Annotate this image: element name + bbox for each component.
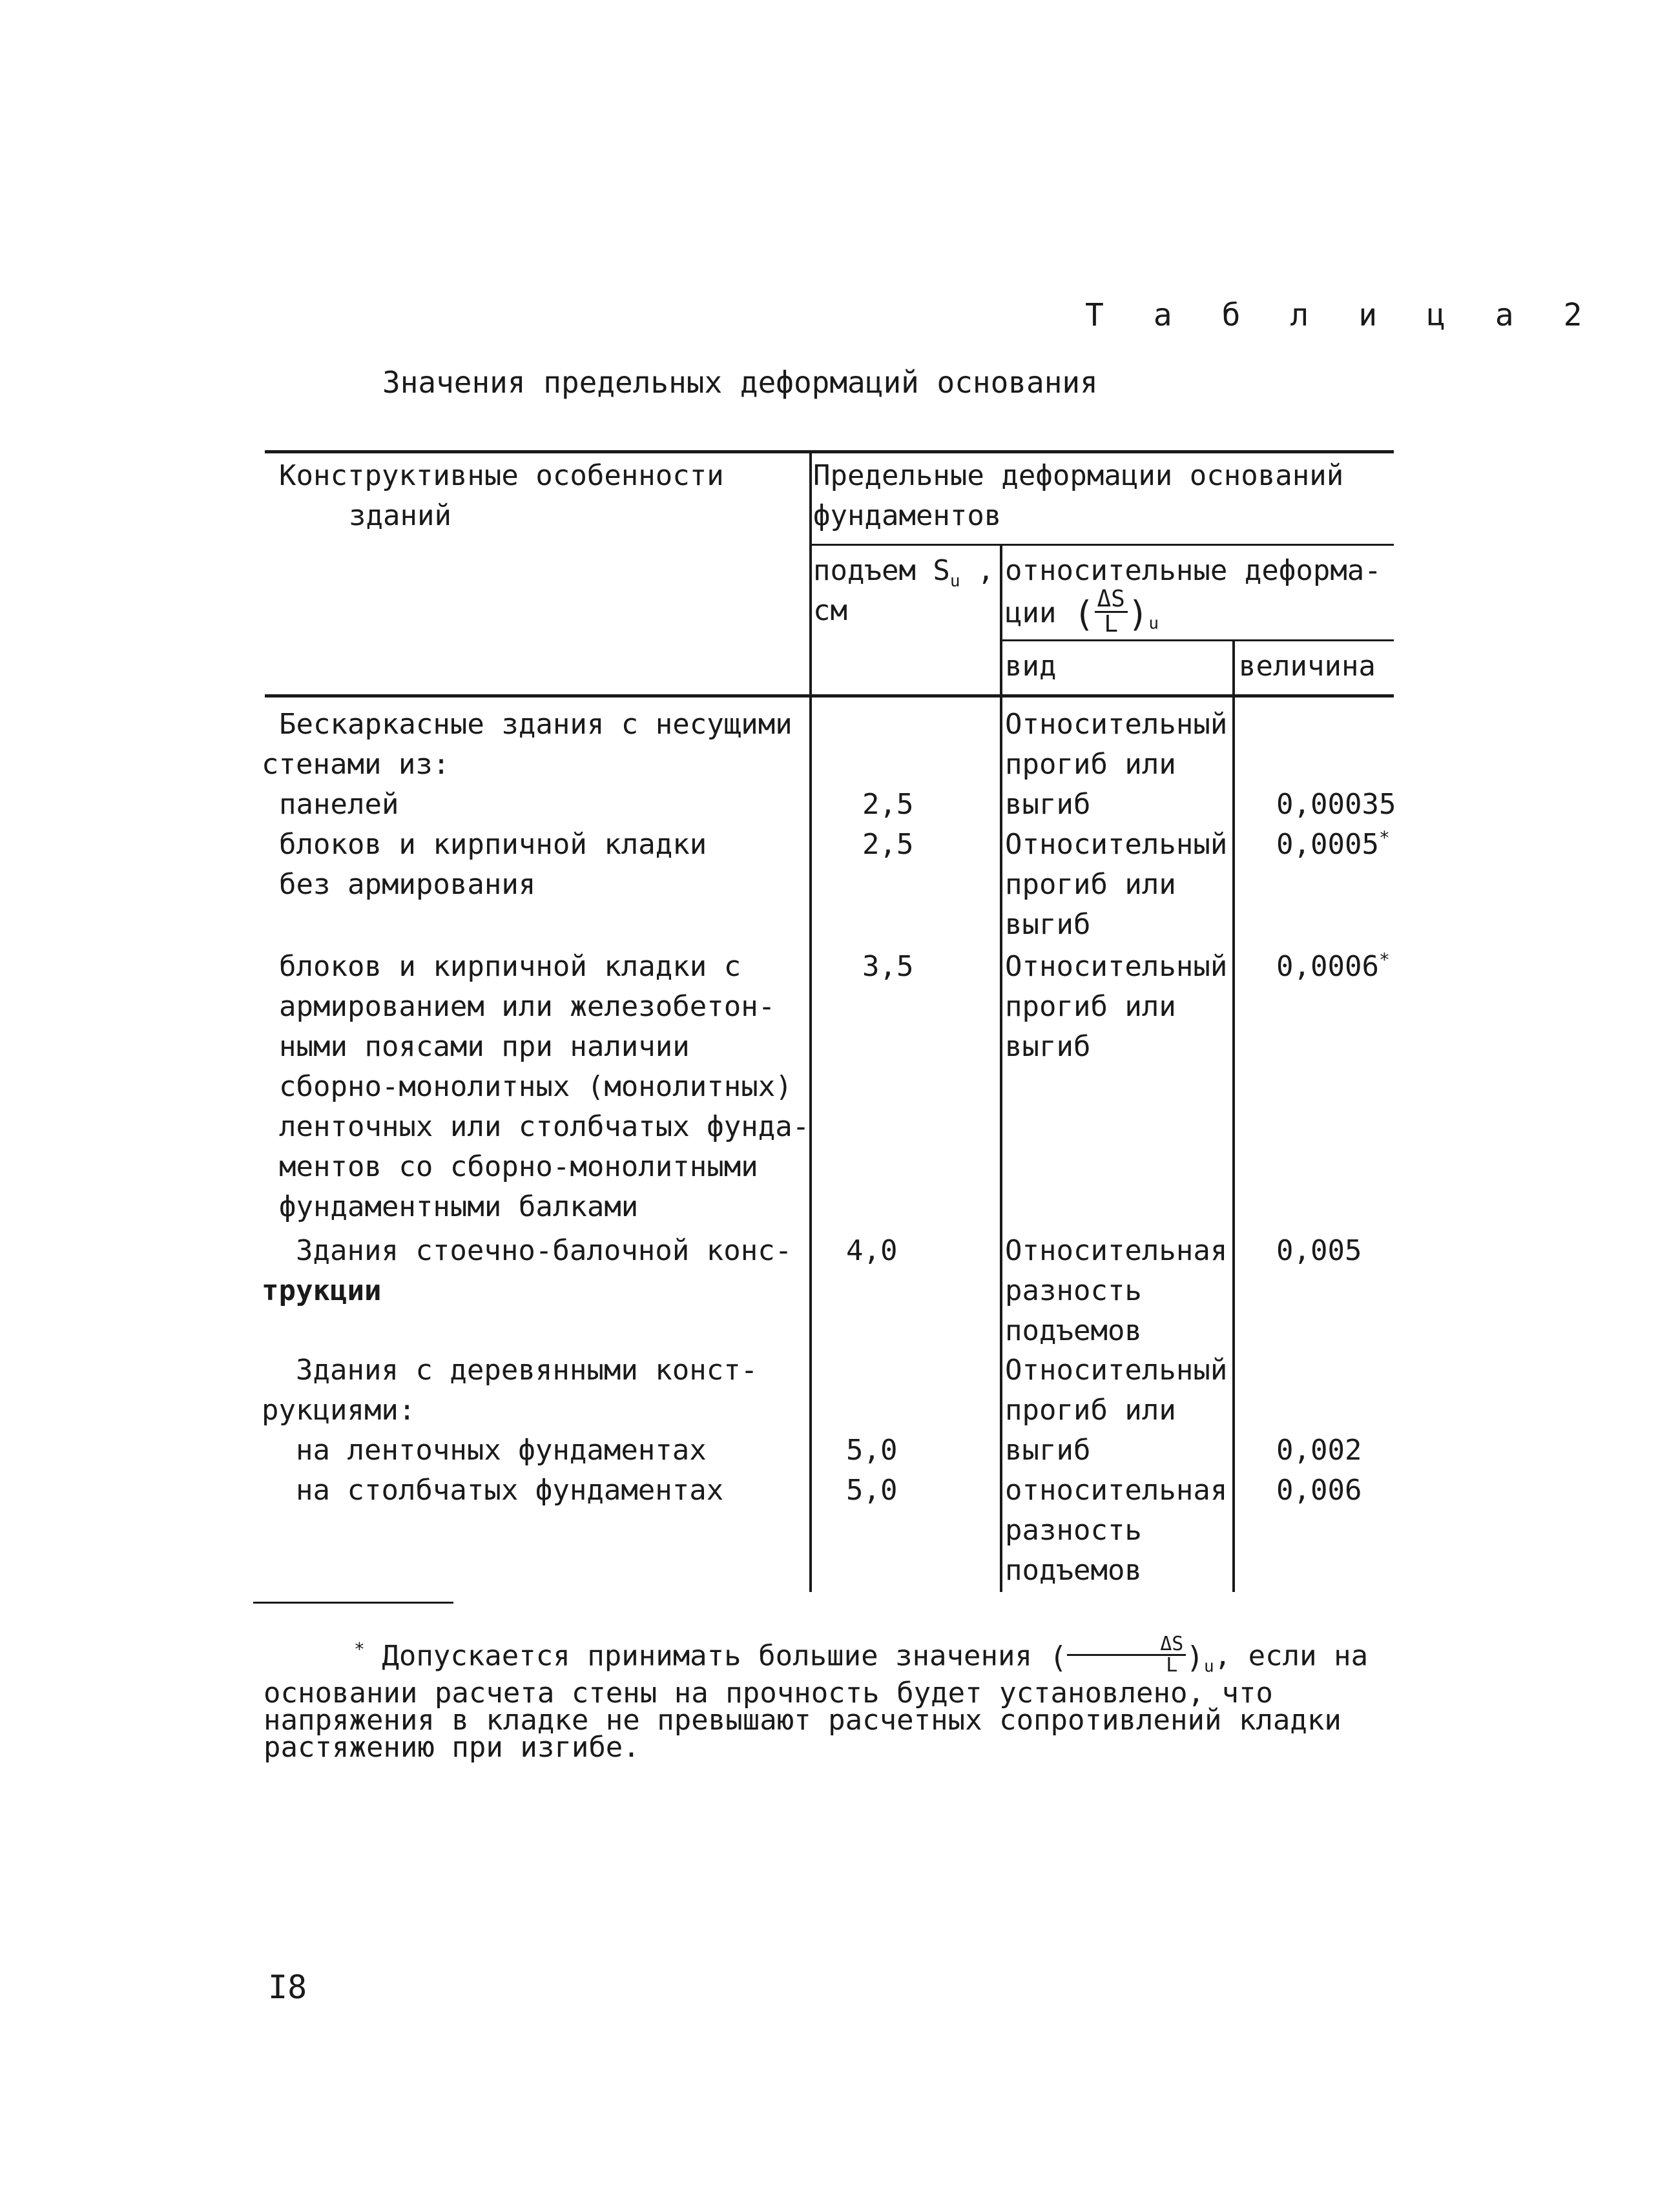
formula-paren-close: ) [1127, 594, 1149, 635]
row4-magnitude: 0,005 [1276, 1234, 1362, 1267]
table-col-divider-3 [1232, 639, 1235, 1592]
row2-desc-line2: без армирования [279, 868, 536, 901]
row5-magnitude-2: 0,006 [1276, 1474, 1362, 1507]
group-header-underline [811, 544, 1394, 546]
row3-magnitude [1276, 946, 1390, 987]
row3-vid-line2: прогиб или [1005, 990, 1176, 1023]
row3-desc-line1: блоков и кирпичной кладки с [279, 950, 741, 983]
row1-desc-line3: панелей [279, 788, 399, 821]
row2-vid-line1: Относительный [1005, 828, 1228, 861]
header-relative-word: ции [1005, 596, 1057, 630]
row3-vid-line1: Относительный [1005, 950, 1228, 983]
row5-magnitude-1: 0,002 [1276, 1434, 1362, 1467]
footnote-mark: * [354, 1638, 365, 1660]
table-col-divider-2 [1000, 544, 1002, 1592]
header-vid: вид [1005, 650, 1057, 683]
header-group-line2: фундаментов [813, 499, 1002, 532]
row2-vid-line3: выгиб [1005, 908, 1091, 941]
page-number: I8 [268, 1969, 307, 2006]
row4-desc-line1: Здания стоечно-балочной конс- [296, 1234, 792, 1267]
row5-desc-line2: рукциями: [262, 1394, 416, 1427]
row4-vid-line1: Относительная [1005, 1234, 1228, 1267]
row5-rise-2: 5,0 [846, 1474, 898, 1507]
footnote-paren-close: ) [1186, 1640, 1205, 1675]
header-rise-subscript: u [949, 571, 960, 591]
row1-vid-line3: выгиб [1005, 788, 1091, 821]
footnote-text-after: , если на основании расчета стены на прочность будет установлено, что напряжения в кладке не превышают расчетных сопротивлений кладки растяжению при изгибе. [264, 1639, 1369, 1764]
row5-rise-1: 5,0 [846, 1434, 898, 1467]
footnote-text-before: Допускается принимать большие значения [382, 1639, 1032, 1673]
table-col-divider-1 [809, 450, 812, 1592]
header-bottom-border [265, 694, 1394, 698]
header-relative-line1: относительные деформа- [1005, 554, 1382, 587]
row5-vid-line5: разность [1005, 1514, 1142, 1547]
row3-desc-line7: фундаментными балками [279, 1190, 639, 1223]
header-velichina: величина [1239, 650, 1376, 683]
header-col1-line1: Конструктивные особенности [279, 459, 724, 492]
row5-vid-line6: подъемов [1005, 1554, 1142, 1587]
row5-vid-line1: Относительный [1005, 1354, 1228, 1387]
table-top-border [265, 450, 1394, 453]
row1-desc-line2: стенами из: [262, 748, 450, 781]
header-group-line1: Предельные деформации оснований [813, 459, 1344, 492]
row3-magnitude-value: 0,0006 [1276, 950, 1379, 983]
footnote-formula-fraction [1067, 1635, 1186, 1675]
footnote-formula-subscript: u [1204, 1657, 1214, 1677]
header-relative-line2 [1005, 586, 1159, 644]
row5-desc-line1: Здания с деревянными конст- [296, 1354, 758, 1387]
header-rise-unit: см [813, 594, 847, 627]
row5-desc-line3: на ленточных фундаментах [296, 1434, 707, 1467]
row3-vid-line3: выгиб [1005, 1030, 1091, 1063]
row1-vid-line1: Относительный [1005, 708, 1228, 741]
row5-vid-line2: прогиб или [1005, 1394, 1176, 1427]
row1-magnitude: 0,00035 [1276, 788, 1396, 821]
row4-desc-line2: трукции [262, 1274, 382, 1307]
row2-footnote-mark: * [1378, 827, 1390, 849]
row5-desc-line4: на столбчатых фундаментах [296, 1474, 724, 1507]
formula-numerator: ΔS [1095, 588, 1128, 613]
header-formula-fraction [1095, 588, 1128, 636]
formula-paren-open: ( [1073, 594, 1095, 635]
footnote [264, 1633, 1420, 1764]
row3-desc-line6: ментов со сборно-монолитными [279, 1150, 758, 1183]
row4-rise: 4,0 [846, 1234, 898, 1267]
row3-desc-line2: армированием или железобетон- [279, 990, 776, 1023]
header-rise-comma: , [960, 554, 995, 587]
row3-rise: 3,5 [862, 950, 914, 983]
row1-vid-line2: прогиб или [1005, 748, 1176, 781]
footnote-formula-numerator: ΔS [1067, 1635, 1186, 1656]
row3-footnote-mark: * [1378, 949, 1390, 971]
table-label: Т а б л и ц а 2 [1085, 297, 1598, 333]
footnote-separator [253, 1602, 453, 1604]
row1-desc-line1: Бескаркасные здания с несущими [279, 708, 792, 741]
row2-vid-line2: прогиб или [1005, 868, 1176, 901]
row1-rise: 2,5 [862, 788, 914, 821]
formula-subscript: u [1148, 614, 1159, 634]
row5-vid-line3: выгиб [1005, 1434, 1091, 1467]
row2-desc-line1: блоков и кирпичной кладки [279, 828, 707, 861]
row2-rise: 2,5 [862, 828, 914, 861]
footnote-formula-denominator: L [1166, 1654, 1178, 1677]
header-col1-line2: зданий [349, 499, 451, 532]
row3-desc-line5: ленточных или столбчатых фунда- [279, 1110, 810, 1143]
row4-vid-line3: подъемов [1005, 1314, 1142, 1347]
footnote-paren-open: ( [1049, 1640, 1068, 1675]
row2-magnitude [1276, 824, 1390, 865]
header-rise-text: подъем S [813, 554, 950, 587]
row5-vid-line4: относительная [1005, 1474, 1228, 1507]
formula-denominator: L [1104, 611, 1119, 637]
row2-magnitude-value: 0,0005 [1276, 828, 1379, 861]
table-caption: Значения предельных деформаций основания [382, 365, 1098, 400]
row3-desc-line4: сборно-монолитных (монолитных) [279, 1070, 792, 1103]
row3-desc-line3: ными поясами при наличии [279, 1030, 690, 1063]
row4-vid-line2: разность [1005, 1274, 1142, 1307]
